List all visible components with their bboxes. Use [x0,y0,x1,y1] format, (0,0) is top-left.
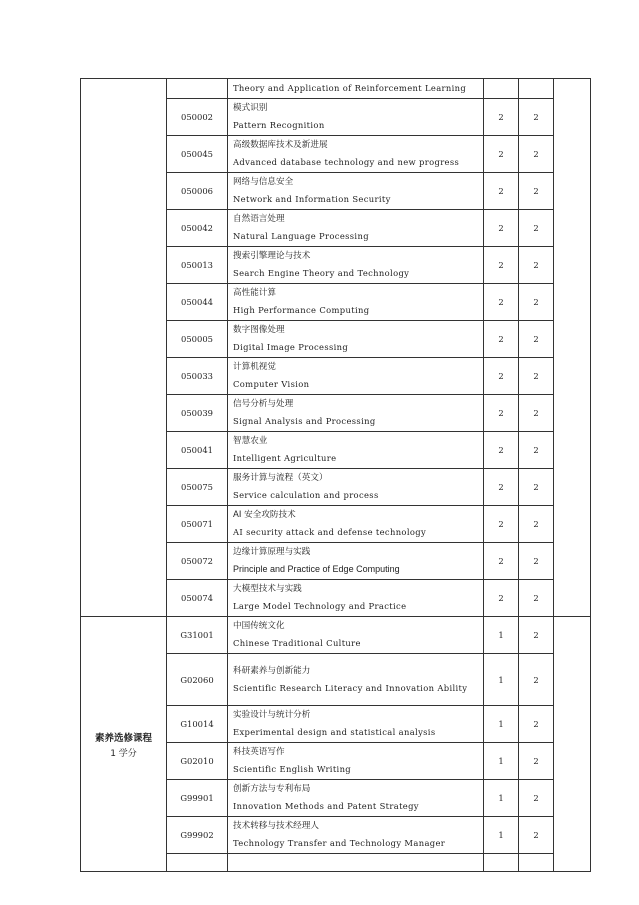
course-name-cn: 实验设计与统计分析 [233,710,311,720]
course-hours: 2 [519,743,554,780]
course-name [228,284,484,321]
course-name [228,543,484,580]
course-credits: 2 [484,247,519,284]
course-credits: 2 [484,321,519,358]
course-credits: 2 [484,284,519,321]
course-name-cn: 科技英语写作 [233,747,285,757]
course-name-en: Technology Transfer and Technology Manager [233,838,446,848]
course-name [228,321,484,358]
course-code: 050074 [167,580,228,617]
course-name-en: AI security attack and defense technology [233,527,427,537]
course-hours [519,79,554,99]
course-name-en: High Performance Computing [233,305,370,315]
course-name-cn: 模式识别 [233,103,268,113]
course-name [228,506,484,543]
course-name-cn: 创新方法与专利布局 [233,784,311,794]
course-code: 050045 [167,136,228,173]
category-title: 素养选修课程 [94,732,152,744]
course-name [228,432,484,469]
course-name-en: Scientific Research Literacy and Innovation Ability [233,682,468,693]
course-name-en: Network and Information Security [233,194,391,204]
course-name [228,136,484,173]
course-credits: 2 [484,395,519,432]
course-name [228,210,484,247]
course-name-cn: AI 安全攻防技术 [233,510,296,520]
course-name [228,617,484,654]
course-name-en: Innovation Methods and Patent Strategy [233,801,419,811]
course-credits: 1 [484,743,519,780]
course-hours: 2 [519,284,554,321]
remarks-cell-group2 [554,617,591,872]
course-name [228,743,484,780]
course-credits: 2 [484,506,519,543]
course-name-cn: 数字图像处理 [233,325,285,335]
course-name-en: Scientific English Writing [233,764,352,774]
course-name-en: Intelligent Agriculture [233,453,337,463]
course-name-en: Experimental design and statistical analysis [233,727,436,737]
course-name-en: Natural Language Processing [233,231,369,241]
course-code: 050002 [167,99,228,136]
course-hours [519,854,554,872]
course-name [228,706,484,743]
course-name [228,469,484,506]
course-code: 050041 [167,432,228,469]
course-credits: 2 [484,469,519,506]
course-hours: 2 [519,617,554,654]
course-credits: 1 [484,817,519,854]
course-name-en: Theory and Application of Reinforcement Learning [233,83,467,93]
course-hours: 2 [519,706,554,743]
course-credits [484,854,519,872]
course-code: 050013 [167,247,228,284]
course-name-en: Digital Image Processing [233,342,349,352]
course-name-en: Principle and Practice of Edge Computing [233,564,400,574]
course-name-cn: 搜索引擎理论与技术 [233,251,311,261]
course-credits: 2 [484,210,519,247]
course-code [167,854,228,872]
course-code: 050042 [167,210,228,247]
course-table [80,78,591,872]
course-hours: 2 [519,543,554,580]
course-hours: 2 [519,580,554,617]
category-cell-literacy-electives [81,617,167,872]
course-name [228,780,484,817]
course-credits: 1 [484,780,519,817]
course-name [228,580,484,617]
course-name-cn: 信号分析与处理 [233,399,294,409]
course-hours: 2 [519,817,554,854]
course-credits: 2 [484,136,519,173]
category-cell-group1 [81,79,167,617]
course-credits: 2 [484,580,519,617]
course-credits [484,79,519,99]
course-hours: 2 [519,432,554,469]
course-code: 050072 [167,543,228,580]
course-hours: 2 [519,654,554,706]
course-credits: 1 [484,654,519,706]
course-name-en: Service calculation and process [233,490,379,500]
course-name-cn: 计算机视觉 [233,362,276,372]
course-code: 050033 [167,358,228,395]
course-name [228,358,484,395]
course-name-cn: 边缘计算原理与实践 [233,547,311,557]
course-name [228,79,484,99]
course-name-cn: 科研素养与创新能力 [233,665,311,676]
course-hours: 2 [519,321,554,358]
course-code [167,79,228,99]
course-code: 050005 [167,321,228,358]
course-hours: 2 [519,99,554,136]
course-name [228,854,484,872]
course-name-en: Advanced database technology and new progress [233,157,460,167]
table-row [81,617,591,654]
course-code: G99901 [167,780,228,817]
course-credits: 2 [484,432,519,469]
course-name-cn: 高性能计算 [233,288,276,298]
course-hours: 2 [519,136,554,173]
course-name-cn: 智慧农业 [233,436,268,446]
course-code: 050039 [167,395,228,432]
course-hours: 2 [519,780,554,817]
course-name-cn: 服务计算与流程（英文） [233,473,328,483]
course-name [228,247,484,284]
course-code: G31001 [167,617,228,654]
course-code: G02060 [167,654,228,706]
course-name-en: Pattern Recognition [233,120,325,130]
course-name-en: Computer Vision [233,379,310,389]
table-row [81,79,591,99]
course-name [228,395,484,432]
course-name [228,817,484,854]
course-name-en: Signal Analysis and Processing [233,416,376,426]
course-credits: 1 [484,617,519,654]
course-credits: 1 [484,706,519,743]
course-name-cn: 自然语言处理 [233,214,285,224]
course-name [228,99,484,136]
course-name [228,173,484,210]
course-code: 050044 [167,284,228,321]
course-name-en: Large Model Technology and Practice [233,601,407,611]
course-hours: 2 [519,247,554,284]
course-code: 050075 [167,469,228,506]
course-code: 050006 [167,173,228,210]
course-credits: 2 [484,358,519,395]
course-name-cn: 中国传统文化 [233,621,285,631]
course-hours: 2 [519,395,554,432]
course-credits: 2 [484,99,519,136]
course-name [228,654,484,706]
course-name-cn: 网络与信息安全 [233,177,294,187]
course-hours: 2 [519,358,554,395]
category-credits: 1 学分 [110,748,137,759]
remarks-cell-group1 [554,79,591,617]
course-code: G02010 [167,743,228,780]
course-hours: 2 [519,506,554,543]
course-code: G99902 [167,817,228,854]
course-hours: 2 [519,210,554,247]
course-name-cn: 技术转移与技术经理人 [233,821,319,831]
course-name-en: Chinese Traditional Culture [233,638,361,648]
course-code: 050071 [167,506,228,543]
course-credits: 2 [484,543,519,580]
course-name-cn: 大模型技术与实践 [233,584,302,594]
course-name-en: Search Engine Theory and Technology [233,268,410,278]
course-hours: 2 [519,173,554,210]
course-code: G10014 [167,706,228,743]
course-credits: 2 [484,173,519,210]
course-hours: 2 [519,469,554,506]
course-name-cn: 高级数据库技术及新进展 [233,140,328,150]
